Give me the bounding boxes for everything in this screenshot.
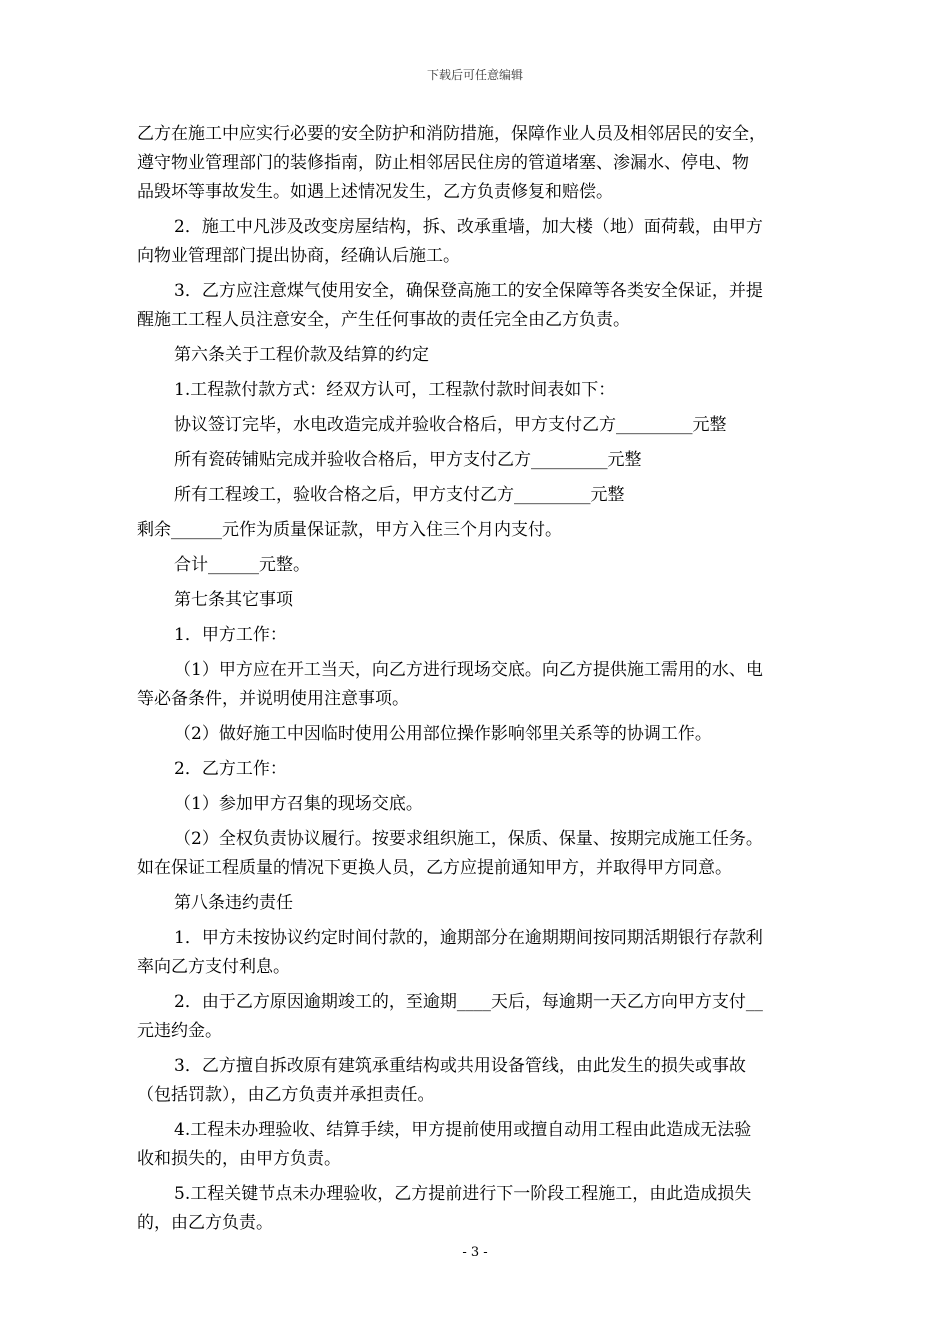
paragraph [137, 790, 837, 819]
paragraph-line: 第七条其它事项 [174, 590, 293, 610]
paragraph [137, 277, 837, 335]
page-header: 下载后可任意编辑 [426, 68, 523, 82]
paragraph [137, 1116, 837, 1174]
paragraph-line: 遵守物业管理部门的装修指南，防止相邻居民住房的管道堵塞、渗漏水、停电、物 [137, 153, 749, 173]
paragraph-line: 剩余______元作为质量保证款，甲方入住三个月内支付。 [137, 520, 562, 540]
paragraph-line: 3．乙方应注意煤气使用安全，确保登高施工的安全保障等各类安全保证，并提 [174, 281, 763, 301]
paragraph-line: 1．甲方工作： [174, 625, 287, 645]
paragraph-line: （1）参加甲方召集的现场交底。 [174, 794, 423, 814]
paragraph-line: 4.工程未办理验收、结算手续，甲方提前使用或擅自动用工程由此造成无法验 [174, 1120, 752, 1140]
paragraph-line: 合计______元整。 [174, 555, 310, 575]
paragraph-line: 协议签订完毕，水电改造完成并验收合格后，甲方支付乙方_________元整 [174, 415, 727, 435]
paragraph-line: 1.工程款付款方式：经双方认可，工程款付款时间表如下： [174, 380, 616, 400]
paragraph-line: （包括罚款），由乙方负责并承担责任。 [137, 1085, 435, 1105]
paragraph-line: 所有瓷砖铺贴完成并验收合格后，甲方支付乙方_________元整 [174, 450, 642, 470]
paragraph [137, 755, 837, 784]
paragraph-line: 向物业管理部门提出协商，经确认后施工。 [137, 246, 460, 266]
paragraph-line: 所有工程竣工，验收合格之后，甲方支付乙方_________元整 [174, 485, 625, 505]
paragraph [137, 481, 837, 510]
paragraph-line: 如在保证工程质量的情况下更换人员，乙方应提前通知甲方，并取得甲方同意。 [137, 858, 732, 878]
paragraph [137, 889, 837, 918]
paragraph-line: 2．由于乙方原因逾期竣工的，至逾期____天后，每逾期一天乙方向甲方支付__ [174, 992, 763, 1012]
paragraph [137, 341, 837, 370]
paragraph-line: 乙方在施工中应实行必要的安全防护和消防措施，保障作业人员及相邻居民的安全， [137, 124, 766, 144]
paragraph-line: 率向乙方支付利息。 [137, 957, 290, 977]
paragraph-line: 元违约金。 [137, 1021, 222, 1041]
paragraph-line: 醒施工工程人员注意安全，产生任何事故的责任完全由乙方负责。 [137, 310, 630, 330]
document-body [137, 120, 837, 1244]
paragraph-line: 第六条关于工程价款及结算的约定 [174, 345, 429, 365]
paragraph-line: 品毁坏等事故发生。如遇上述情况发生，乙方负责修复和赔偿。 [137, 182, 613, 202]
paragraph [137, 621, 837, 650]
paragraph-line: 第八条违约责任 [174, 893, 293, 913]
paragraph [137, 586, 837, 615]
paragraph [137, 551, 837, 580]
paragraph-line: （2）做好施工中因临时使用公用部位操作影响邻里关系等的协调工作。 [174, 724, 712, 744]
paragraph [137, 656, 837, 714]
page-number: - 3 - [462, 1245, 488, 1260]
paragraph [137, 1180, 837, 1238]
paragraph [137, 376, 837, 405]
paragraph-line: 2．乙方工作： [174, 759, 287, 779]
paragraph [137, 516, 837, 545]
paragraph-line: （1）甲方应在开工当天，向乙方进行现场交底。向乙方提供施工需用的水、电 [174, 660, 763, 680]
paragraph [137, 988, 837, 1046]
paragraph [137, 120, 837, 207]
paragraph [137, 825, 837, 883]
paragraph [137, 924, 837, 982]
paragraph-line: 收和损失的，由甲方负责。 [137, 1149, 341, 1169]
paragraph-line: 3．乙方擅自拆改原有建筑承重结构或共用设备管线，由此发生的损失或事故 [174, 1056, 746, 1076]
paragraph-line: 5.工程关键节点未办理验收，乙方提前进行下一阶段工程施工，由此造成损失 [174, 1184, 752, 1204]
paragraph [137, 720, 837, 749]
paragraph-line: （2）全权负责协议履行。按要求组织施工，保质、保量、按期完成施工任务。 [174, 829, 763, 849]
paragraph-line: 的，由乙方负责。 [137, 1213, 273, 1233]
paragraph-line: 1．甲方未按协议约定时间付款的，逾期部分在逾期期间按同期活期银行存款利 [174, 928, 763, 948]
paragraph [137, 213, 837, 271]
paragraph [137, 1052, 837, 1110]
paragraph-line: 2．施工中凡涉及改变房屋结构，拆、改承重墙，加大楼（地）面荷载，由甲方 [174, 217, 763, 237]
paragraph-line: 等必备条件，并说明使用注意事项。 [137, 689, 409, 709]
paragraph [137, 411, 837, 440]
paragraph [137, 446, 837, 475]
